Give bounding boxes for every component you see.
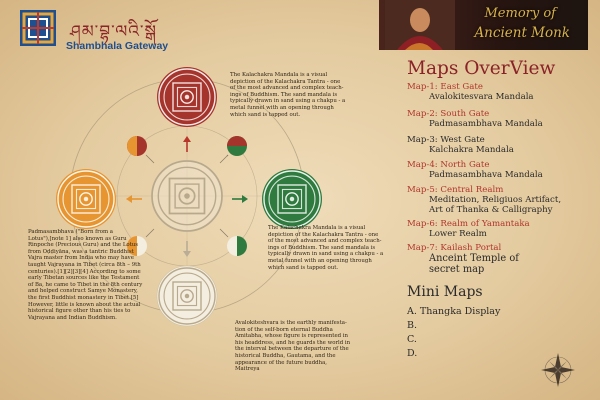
map-title: Map-1: East Gate (407, 82, 483, 92)
split-node-se[interactable] (227, 236, 247, 256)
split-node-ne[interactable] (227, 136, 247, 156)
north-arrow (183, 136, 191, 152)
map-subtitle-2: secret map (429, 264, 485, 275)
compass-rose-icon (541, 353, 575, 387)
map-subtitle: Anceint Temple of (429, 253, 519, 264)
map-subtitle: Meditation, Religiuos Artifact, (429, 195, 562, 205)
map-subtitle: Avalokitesvara Mandala (429, 92, 534, 102)
map-title: Map-3: West Gate (407, 135, 485, 145)
map-title: Map-6: Realm of Yamantaka (407, 219, 530, 229)
east-description: The Kalachakra Mandala is a visual depiction of the Kalachakra Tantra - one of the most advanced and complex teach- ings of Buddhism. The sand mandala is typically drawn in sand using a chakpu - a metal funnel with an opening through which sand is tapped out. (268, 225, 384, 271)
south-description: Avalokiteshvara is the earthly manifesta- tion of the self-born eternal Buddha Amitabha, whose figure is represented in his headdress, and he guards the world in the interval between the departure of the historical Buddha, Gautama, and the appearance of the future buddha, Maitreya (235, 320, 351, 373)
map-title: Map-4: North Gate (407, 160, 490, 170)
east-mandala[interactable] (262, 169, 322, 229)
mini-maps-title: Mini Maps (407, 284, 483, 300)
map-title: Map-7: Kailash Portal (407, 243, 502, 253)
south-arrow (183, 241, 191, 257)
west-mandala[interactable] (56, 169, 116, 229)
central-mandala[interactable] (151, 160, 223, 232)
split-node-nw[interactable] (127, 136, 147, 156)
map-subtitle: Lower Realm (429, 229, 487, 239)
mini-map-item-b[interactable]: B. (407, 320, 418, 331)
map-subtitle: Kalchakra Mandala (429, 145, 514, 155)
map-title: Map-5: Central Realm (407, 185, 504, 195)
logo-script: ཤམ་བྷ་ལའི་སྒོ (70, 22, 157, 42)
mini-map-item-d[interactable]: D. (407, 348, 418, 359)
west-description: Padmasambhava ("Born from a Lotus"),[note 1] also known as Guru Rinpoche (Precious Guru) and the Lotus from Oḍḍiyāna, was a tantric Buddhist Vajra master from India who may have taught Vajrayana in Tibet (circa 8th – 9th centuries).[1][2][3][4] According to some early Tibetan sources like the Testament of Ba, he came to Tibet in the 8th century and helped construct Samye Monastery, the first Buddhist monastery in Tibet.[5] However, little is known about the actual historical figure other than his ties to Vajrayana and Indian Buddhism. (28, 229, 143, 321)
north-description: The Kalachakra Mandala is a visual depiction of the Kalachakra Tantra - one of the most advanced and complex teach- ings of Buddhism. The sand mandala is typically drawn in sand using a chakpu - a metal funnel with an opening through which sand is tapped out. (230, 72, 346, 118)
south-mandala[interactable] (157, 266, 217, 326)
map-subtitle: Padmasambhava Mandala (429, 170, 543, 180)
banner-line1: Memory of (484, 6, 556, 21)
map-subtitle-2: Art of Thanka & Calligraphy (429, 205, 553, 215)
mini-map-item-a[interactable]: A. Thangka Display (407, 306, 501, 317)
map-title: Map-2: South Gate (407, 109, 490, 119)
map-subtitle: Padmasambhava Mandala (429, 119, 543, 129)
logo-name: Shambhala Gateway (66, 40, 169, 52)
overview-title: Maps OverView (407, 58, 556, 79)
banner-line2: Ancient Monk (474, 25, 570, 41)
mini-map-item-c[interactable]: C. (407, 334, 417, 345)
north-mandala[interactable] (157, 67, 217, 127)
